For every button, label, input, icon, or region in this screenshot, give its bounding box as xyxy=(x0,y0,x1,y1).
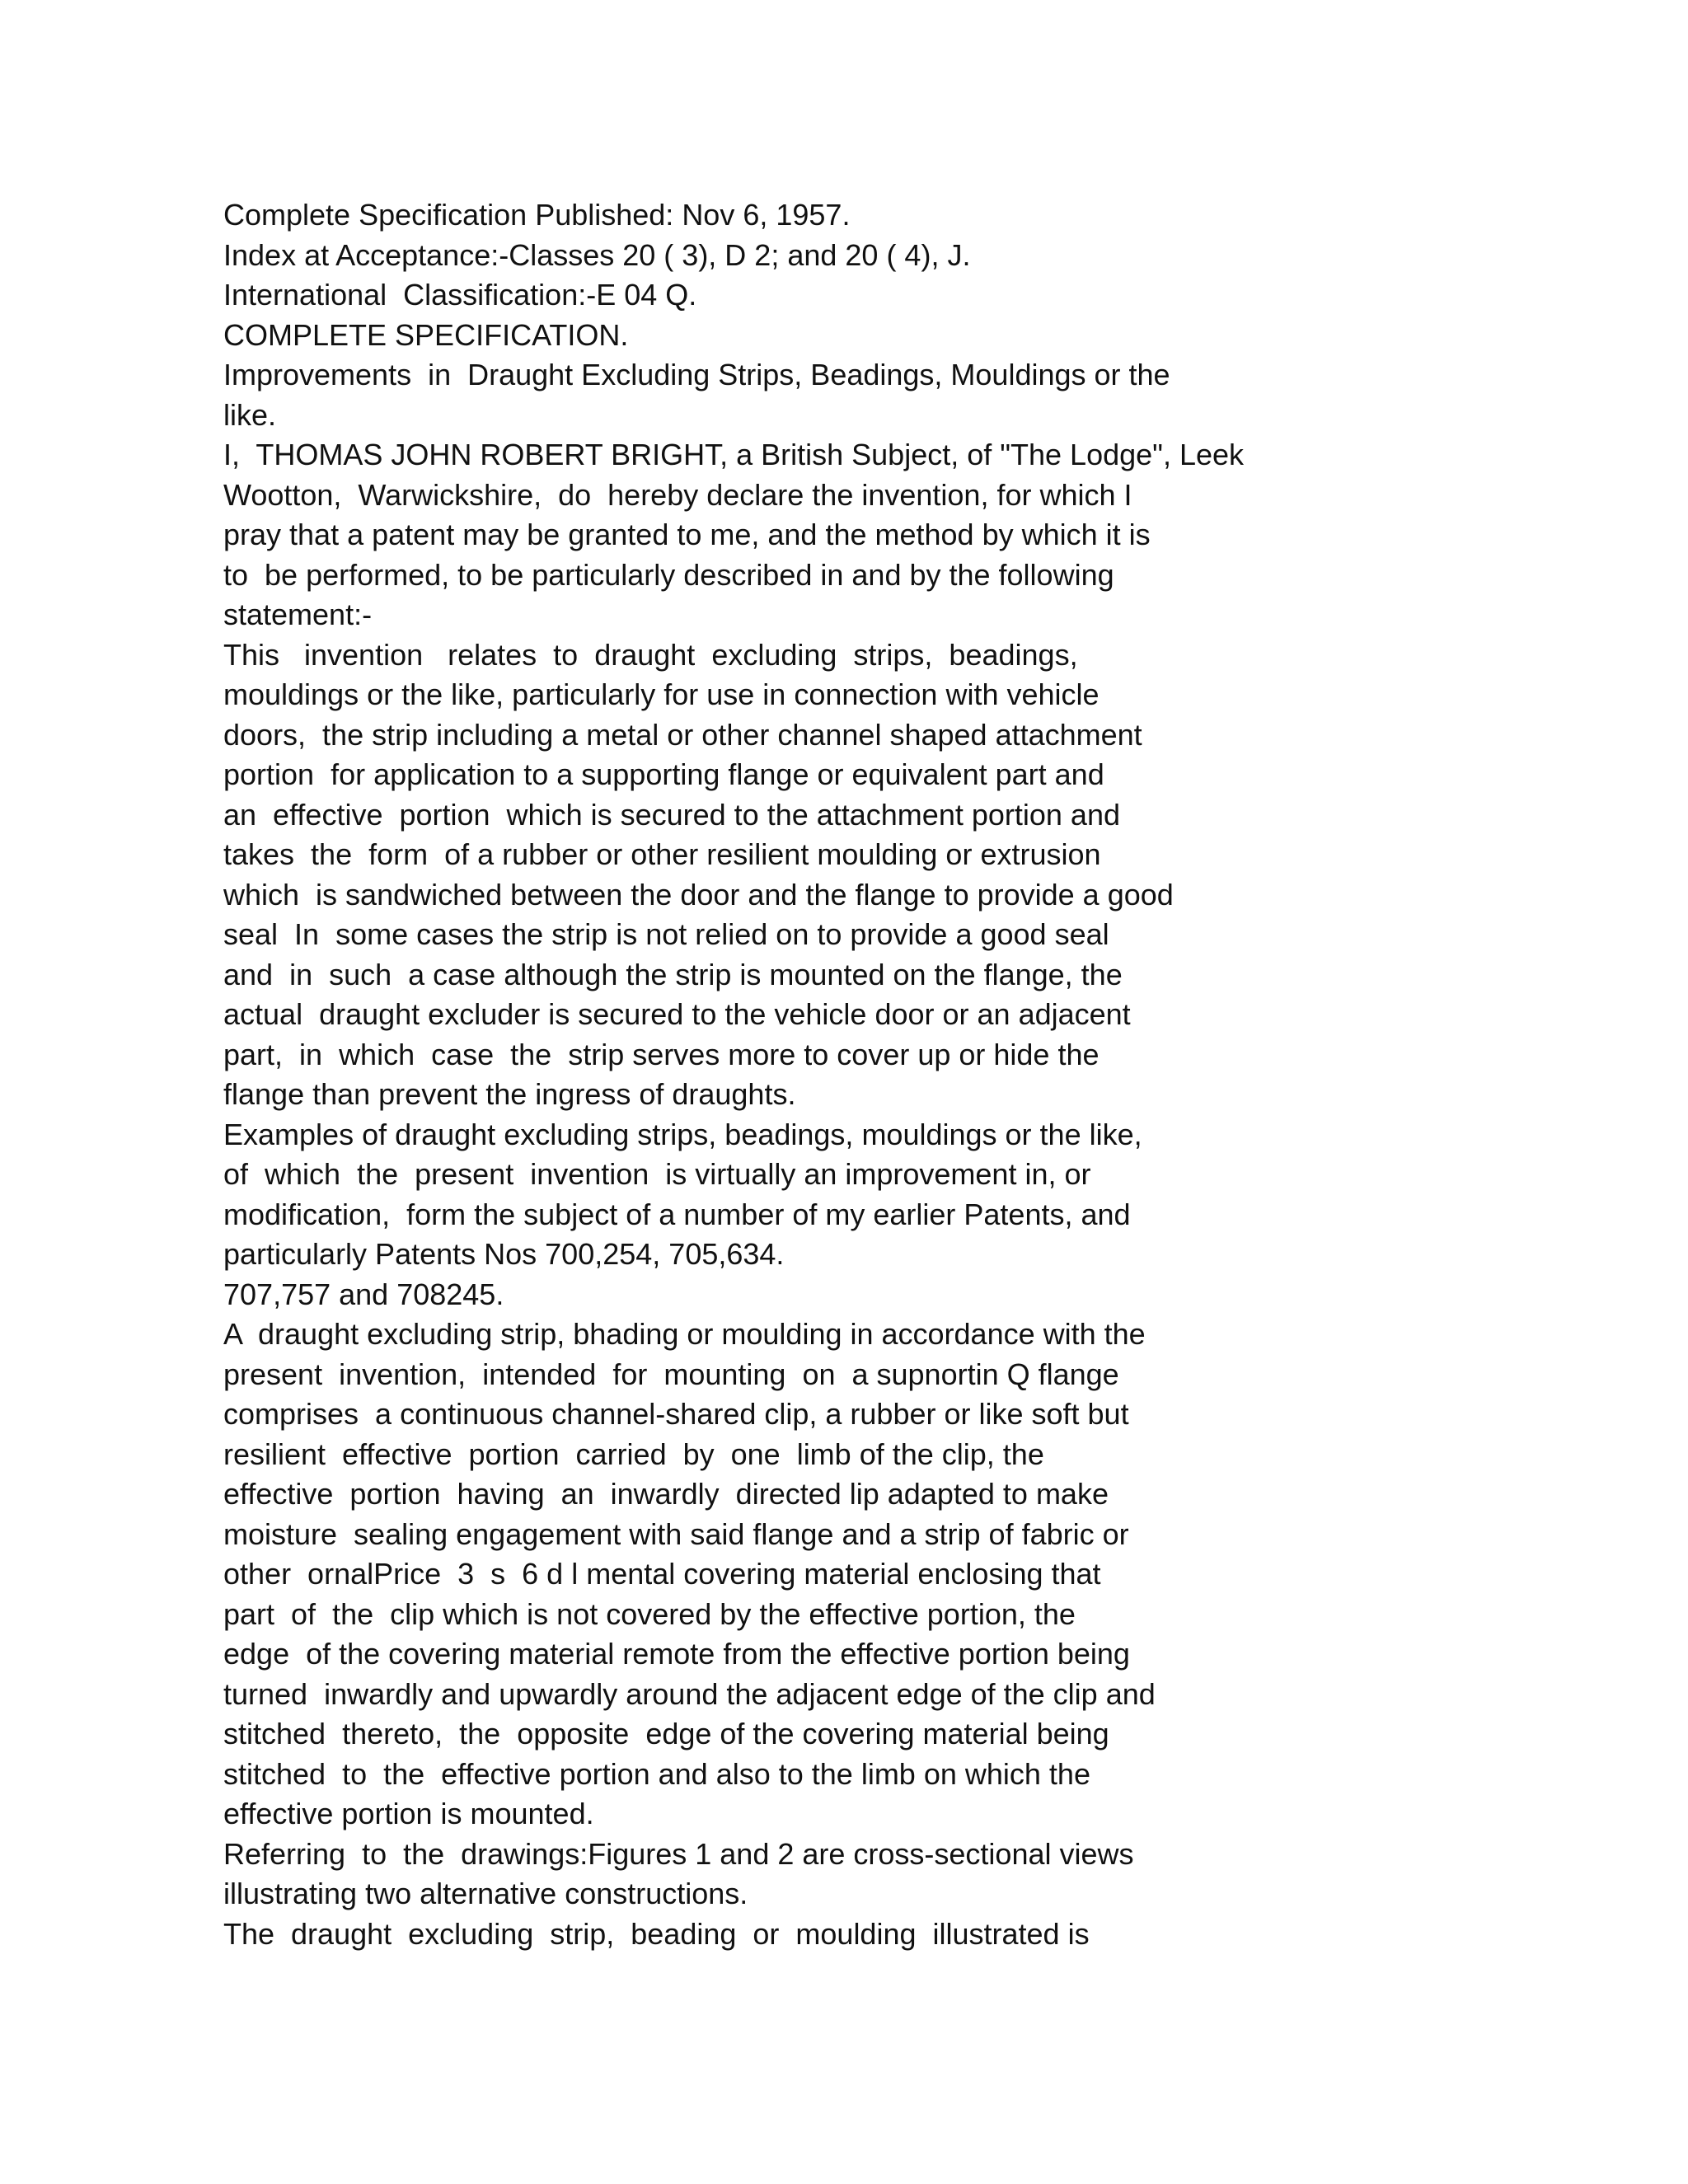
text-line: moisture sealing engagement with said flange and a strip of fabric or xyxy=(223,1516,1129,1551)
text-line: I, THOMAS JOHN ROBERT BRIGHT, a British Subject, of "The Lodge", Leek xyxy=(223,438,1245,471)
text-line: actual draught excluder is secured to the vehicle door or an adjacent xyxy=(223,997,1131,1031)
text-line: an effective portion which is secured to the attachment portion and xyxy=(223,797,1120,832)
text-line: Index at Acceptance:-Classes 20 ( 3), D 2; and 20 ( 4), J. xyxy=(223,237,971,272)
text-line: and in such a case although the strip is mounted on the flange, the xyxy=(223,957,1123,991)
text-line: particularly Patents Nos 700,254, 705,634. xyxy=(223,1237,785,1271)
text-line: stitched to the effective portion and also to the limb on which the xyxy=(223,1756,1090,1791)
text-line: turned inwardly and upwardly around the adjacent edge of the clip and xyxy=(223,1676,1156,1711)
text-line: effective portion is mounted. xyxy=(223,1797,594,1830)
text-line: Complete Specification Published: Nov 6, 1957. xyxy=(223,198,851,232)
text-line: effective portion having an inwardly directed lip adapted to make xyxy=(223,1477,1109,1511)
text-line: seal In some cases the strip is not relied on to provide a good seal xyxy=(223,917,1109,951)
text-line: which is sandwiched between the door and the flange to provide a good xyxy=(223,877,1174,912)
text-line: portion for application to a supporting flange or equivalent part and xyxy=(223,757,1104,791)
text-line: Wootton, Warwickshire, do hereby declare the invention, for which I xyxy=(223,477,1132,512)
text-line: International Classification:-E 04 Q. xyxy=(223,278,697,312)
text-line: stitched thereto, the opposite edge of the covering material being xyxy=(223,1717,1109,1750)
text-line: COMPLETE SPECIFICATION. xyxy=(223,317,629,352)
text-line: flange than prevent the ingress of draughts. xyxy=(223,1077,796,1111)
text-line: mouldings or the like, particularly for use in connection with vehicle xyxy=(223,677,1100,711)
text-line: A draught excluding strip, bhading or moulding in accordance with the xyxy=(223,1317,1146,1351)
text-line: other ornalPrice 3 s 6 d l mental covering material enclosing that xyxy=(223,1557,1101,1591)
document-body xyxy=(223,195,1575,1954)
text-line: The draught excluding strip, beading or moulding illustrated is xyxy=(223,1916,1090,1951)
text-line: 707,757 and 708245. xyxy=(223,1277,504,1311)
text-line: to be performed, to be particularly described in and by the following xyxy=(223,557,1114,592)
text-line: part, in which case the strip serves more to cover up or hide the xyxy=(223,1037,1100,1071)
text-line: of which the present invention is virtually an improvement in, or xyxy=(223,1157,1091,1191)
text-line: resilient effective portion carried by one limb of the clip, the xyxy=(223,1436,1044,1471)
text-line: edge of the covering material remote from the effective portion being xyxy=(223,1637,1130,1671)
text-line: doors, the strip including a metal or other channel shaped attachment xyxy=(223,717,1142,752)
text-line: takes the form of a rubber or other resilient moulding or extrusion xyxy=(223,837,1101,871)
text-line: This invention relates to draught excluding strips, beadings, xyxy=(223,637,1078,672)
text-line: statement:- xyxy=(223,598,373,631)
text-line: Examples of draught excluding strips, beadings, mouldings or the like, xyxy=(223,1117,1142,1151)
text-line: part of the clip which is not covered by the effective portion, the xyxy=(223,1596,1076,1631)
text-line: Improvements in Draught Excluding Strips, Beadings, Mouldings or the xyxy=(223,358,1170,391)
text-line: Referring to the drawings:Figures 1 and 2 are cross-sectional views xyxy=(223,1836,1134,1871)
text-line: present invention, intended for mounting on a supnortin Q flange xyxy=(223,1357,1119,1391)
text-line: illustrating two alternative constructions. xyxy=(223,1877,748,1910)
text-line: comprises a continuous channel-shared clip, a rubber or like soft but xyxy=(223,1397,1129,1431)
text-line: like. xyxy=(223,397,277,432)
text-line: pray that a patent may be granted to me, and the method by which it is xyxy=(223,518,1151,551)
text-line: modification, form the subject of a number of my earlier Patents, and xyxy=(223,1197,1131,1231)
